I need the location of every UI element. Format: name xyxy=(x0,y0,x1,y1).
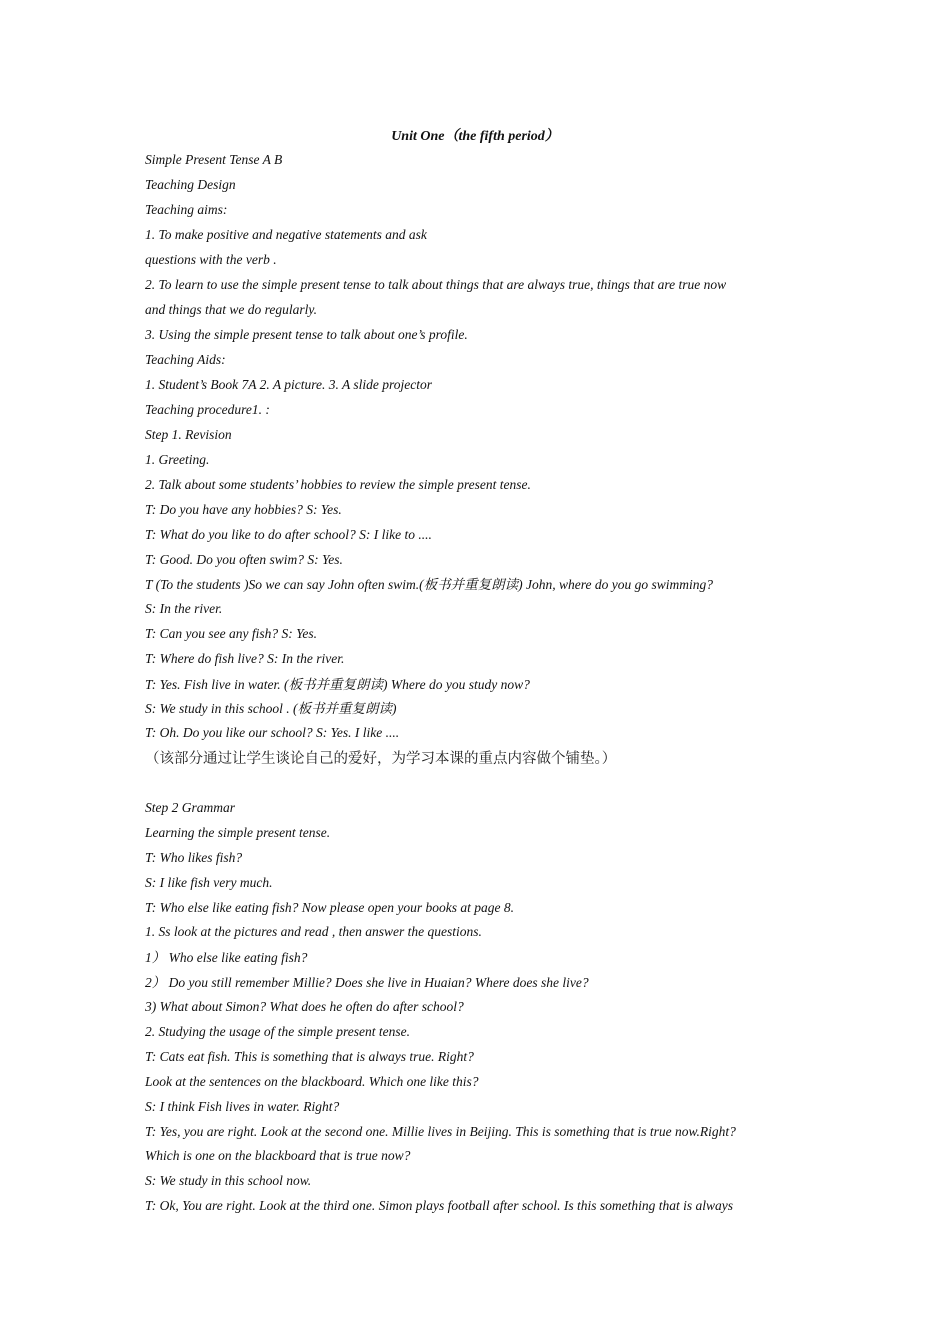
text-line: 2. To learn to use the simple present tense to talk about things that are always true, things that are true now xyxy=(145,277,727,292)
text-line: T: Oh. Do you like our school? S: Yes. I like .... xyxy=(145,725,400,740)
text-line: questions with the verb . xyxy=(145,252,277,267)
text-line: 1. Greeting. xyxy=(145,452,210,467)
text-line: T: Cats eat fish. This is something that is always true. Right? xyxy=(145,1049,474,1064)
note-line: （该部分通过让学生谈论自己的爱好，为学习本课的重点内容做个铺垫。） xyxy=(145,751,617,767)
text-line: Which is one on the blackboard that is true now? xyxy=(145,1148,411,1163)
text-line: Teaching procedure1. : xyxy=(145,402,270,417)
text-line: 2） Do you still remember Millie? Does she live in Huaian? Where does she live? xyxy=(145,975,589,990)
text-line: T: Who else like eating fish? Now please open your books at page 8. xyxy=(145,900,514,915)
text-line: T: Where do fish live? S: In the river. xyxy=(145,651,345,666)
text-line: Look at the sentences on the blackboard. Which one like this? xyxy=(145,1074,479,1089)
text-line: S: I think Fish lives in water. Right? xyxy=(145,1099,340,1114)
text-line: 2. Studying the usage of the simple present tense. xyxy=(145,1024,410,1039)
text-line: 1. To make positive and negative statements and ask xyxy=(145,227,427,242)
text-line: T: What do you like to do after school? S: I like to .... xyxy=(145,527,432,542)
text-line: T: Good. Do you often swim? S: Yes. xyxy=(145,552,343,567)
text-line: T: Who likes fish? xyxy=(145,850,243,865)
text-line: Teaching Design xyxy=(145,177,236,192)
text-line: T: Can you see any fish? S: Yes. xyxy=(145,626,317,641)
text-line: T: Yes. Fish live in water. (板书并重复朗读) Where do you study now? xyxy=(145,677,530,692)
text-line: Step 1. Revision xyxy=(145,427,232,442)
text-line: T: Yes, you are right. Look at the second one. Millie lives in Beijing. This is something that is true now.Right? xyxy=(145,1124,736,1139)
text-line: Teaching Aids: xyxy=(145,352,226,367)
text-line: 3. Using the simple present tense to talk about one’s profile. xyxy=(145,327,468,342)
text-line: 1. Student’s Book 7A 2. A picture. 3. A slide projector xyxy=(145,377,432,392)
text-line: 1） Who else like eating fish? xyxy=(145,950,308,965)
text-line: Simple Present Tense A B xyxy=(145,152,283,167)
text-line: T: Do you have any hobbies? S: Yes. xyxy=(145,502,342,517)
text-line: Learning the simple present tense. xyxy=(145,825,331,840)
text-line: S: We study in this school . (板书并重复朗读) xyxy=(145,701,397,716)
text-line: Teaching aims: xyxy=(145,202,228,217)
text-line: 3) What about Simon? What does he often do after school? xyxy=(145,999,464,1014)
text-line: S: I like fish very much. xyxy=(145,875,273,890)
text-line: 1. Ss look at the pictures and read , then answer the questions. xyxy=(145,924,482,939)
text-line: 2. Talk about some students’ hobbies to review the simple present tense. xyxy=(145,477,531,492)
page-title: Unit One（the fifth period） xyxy=(391,129,559,144)
text-line: T: Ok, You are right. Look at the third one. Simon plays football after school. Is this something that is always xyxy=(145,1198,734,1213)
text-line: and things that we do regularly. xyxy=(145,302,317,317)
text-line: T (To the students )So we can say John often swim.(板书并重复朗读) John, where do you go swimming? xyxy=(145,577,713,592)
section-heading: Step 2 Grammar xyxy=(145,800,235,815)
text-line: S: We study in this school now. xyxy=(145,1173,312,1188)
text-line: S: In the river. xyxy=(145,601,223,616)
